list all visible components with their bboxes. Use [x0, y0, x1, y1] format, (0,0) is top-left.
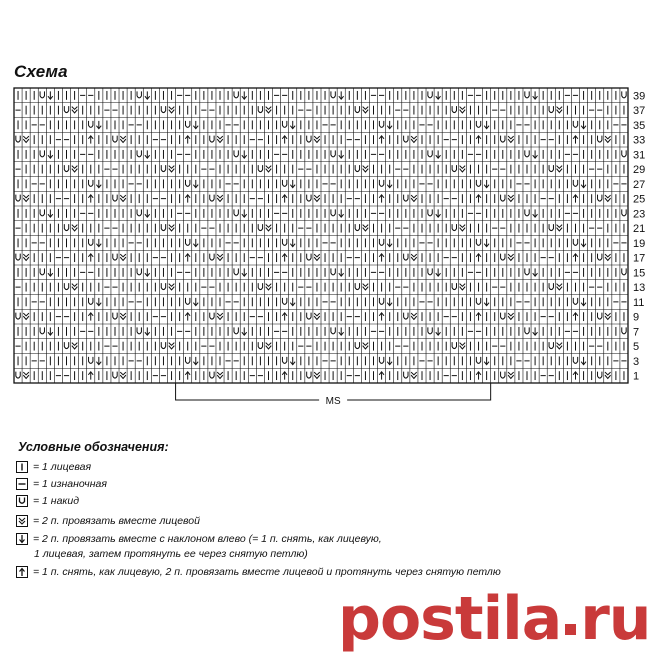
sk2p-symbol-icon	[16, 566, 28, 578]
row-number-15: 15	[633, 267, 646, 280]
legend-text-sk2p: = 1 п. снять, как лицевую, 2 п. провязать вместе лицевой и протянуть через снятую петлю	[33, 566, 501, 578]
row-number-25: 25	[633, 193, 646, 206]
row-number-39: 39	[633, 90, 646, 103]
watermark-left: postila	[338, 584, 562, 654]
row-number-13: 13	[633, 282, 646, 295]
postila-watermark-logo	[338, 584, 651, 654]
purl-symbol-icon	[16, 478, 28, 490]
row-number-17: 17	[633, 252, 646, 265]
row-number-37: 37	[633, 105, 646, 118]
row-number-31: 31	[633, 149, 646, 162]
legend-item-ssk	[16, 533, 382, 546]
yarnover-symbol-icon	[16, 495, 28, 507]
ssk-symbol-icon	[16, 533, 28, 545]
row-number-7: 7	[633, 326, 640, 339]
legend-text-yarnover: = 1 накид	[33, 495, 80, 507]
row-number-29: 29	[633, 164, 646, 177]
legend-title: Условные обозначения:	[18, 440, 169, 454]
k2tog-symbol-icon	[16, 515, 28, 527]
row-number-5: 5	[633, 341, 640, 354]
chart-title: Схема	[14, 62, 68, 81]
knit-symbol-icon	[16, 461, 28, 473]
row-number-23: 23	[633, 208, 646, 221]
row-number-35: 35	[633, 119, 646, 132]
row-number-19: 19	[633, 237, 646, 250]
legend-text-purl: = 1 изнаночная	[33, 478, 107, 490]
legend-text-k2tog: = 2 п. провязать вместе лицевой	[33, 515, 200, 527]
legend-item-yarnover	[16, 495, 79, 508]
row-number-1: 1	[633, 370, 640, 383]
row-number-33: 33	[633, 134, 646, 147]
row-number-27: 27	[633, 178, 646, 191]
repeat-label: MS	[325, 396, 341, 407]
legend-item-sk2p	[16, 566, 501, 579]
watermark-right: ru	[580, 584, 651, 654]
legend-text-ssk: = 2 п. провязать вместе с наклоном влево (= 1 п. снять, как лицевую,	[33, 533, 382, 545]
row-number-21: 21	[633, 223, 646, 236]
legend-text-knit: = 1 лицевая	[33, 461, 92, 473]
legend-item-purl	[16, 478, 107, 491]
row-number-11: 11	[633, 296, 645, 309]
legend-text-ssk-continuation: 1 лицевая, затем протянуть ее через снятую петлю)	[34, 548, 308, 560]
legend-item-k2tog	[16, 515, 200, 528]
chart-gridlines	[14, 88, 628, 383]
row-number-9: 9	[633, 311, 640, 324]
legend-item-knit	[16, 461, 91, 474]
row-number-3: 3	[633, 355, 640, 368]
watermark-dot-icon	[565, 624, 576, 635]
